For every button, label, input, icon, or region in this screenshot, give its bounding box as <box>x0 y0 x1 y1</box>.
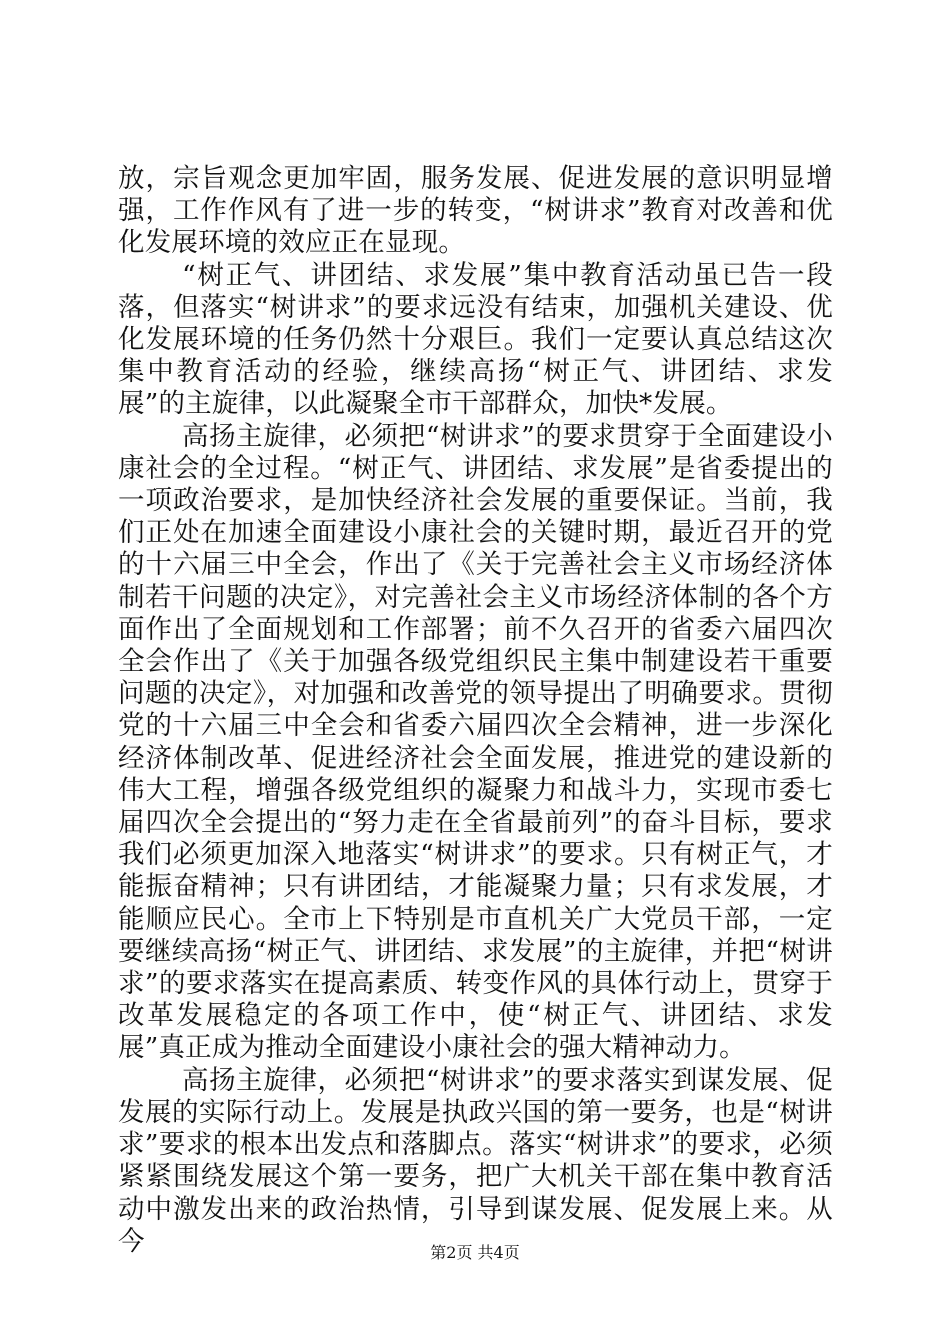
body-text <box>118 163 833 1258</box>
paragraph-1: 放，宗旨观念更加牢固，服务发展、促进发展的意识明显增强，工作作风有了进一步的转变，“树讲求”教育对改善和优化发展环境的效应正在显现。 <box>118 163 833 259</box>
page-footer: 第2页 共4页 <box>430 1243 520 1262</box>
paragraph-3: 高扬主旋律，必须把“树讲求”的要求贯穿于全面建设小康社会的全过程。“树正气、讲团结、求发展”是省委提出的一项政治要求，是加快经济社会发展的重要保证。当前，我们正处在加速全面建设小康社会的关键时期，最近召开的党的十六届三中全会，作出了《关于完善社会主义市场经济体制若干问题的决定》，对完善社会主义市场经济体制的各个方面作出了全面规划和工作部署；前不久召开的省委六届四次全会作出了《关于加强各级党组织民主集中制建设若干重要问题的决定》，对加强和改善党的领导提出了明确要求。贯彻党的十六届三中全会和省委六届四次全会精神，进一步深化经济体制改革、促进经济社会全面发展，推进党的建设新的伟大工程，增强各级党组织的凝聚力和战斗力，实现市委七届四次全会提出的“努力走在全省最前列”的奋斗目标，要求我们必须更加深入地落实“树讲求”的要求。只有树正气，才能振奋精神；只有讲团结，才能凝聚力量；只有求发展，才能顺应民心。全市上下特别是市直机关广大党员干部，一定要继续高扬“树正气、讲团结、求发展”的主旋律，并把“树讲求”的要求落实在提高素质、转变作风的具体行动上，贯穿于改革发展稳定的各项工作中，使“树正气、讲团结、求发展”真正成为推动全面建设小康社会的强大精神动力。 <box>118 420 833 1064</box>
paragraph-2: “树正气、讲团结、求发展”集中教育活动虽已告一段落，但落实“树讲求”的要求远没有结束，加强机关建设、优化发展环境的任务仍然十分艰巨。我们一定要认真总结这次集中教育活动的经验，继续高扬“树正气、讲团结、求发展”的主旋律，以此凝聚全市干部群众，加快*发展。 <box>118 259 833 420</box>
paragraph-4: 高扬主旋律，必须把“树讲求”的要求落实到谋发展、促发展的实际行动上。发展是执政兴国的第一要务，也是“树讲求”要求的根本出发点和落脚点。落实“树讲求”的要求，必须紧紧围绕发展这个第一要务，把广大机关干部在集中教育活动中激发出来的政治热情，引导到谋发展、促发展上来。从今 <box>118 1064 833 1257</box>
